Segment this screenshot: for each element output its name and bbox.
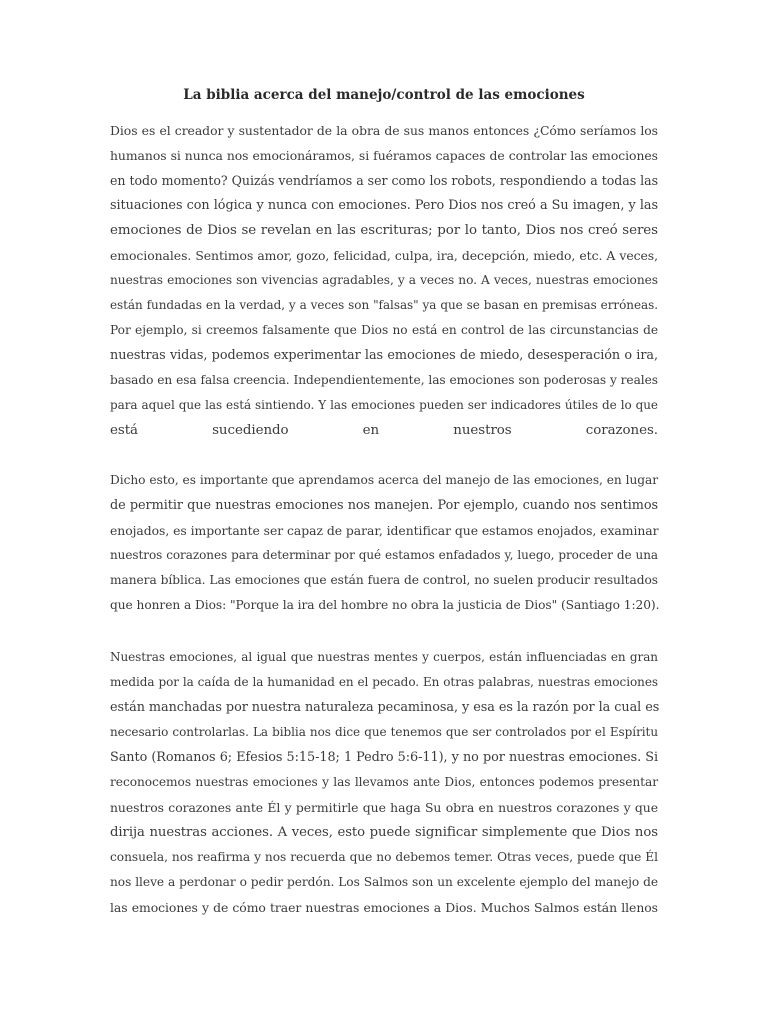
paragraph-line: situaciones con lógica y nunca con emociones. Pero Dios nos creó a Su imagen, y las (110, 198, 658, 213)
paragraph-line: emociones de Dios se revelan en las escrituras; por lo tanto, Dios nos creó seres (110, 223, 658, 238)
paragraph-line: que honren a Dios: "Porque la ira del hombre no obra la justicia de Dios" (Santiago 1:20). (110, 598, 660, 612)
paragraph-line: nuestros corazones ante Él y permitirle que haga Su obra en nuestros corazones y que (110, 800, 658, 815)
paragraph-line: basado en esa falsa creencia. Independientemente, las emociones son poderosas y reales (110, 373, 658, 387)
paragraph-line: nuestras emociones son vivencias agradables, y a veces no. A veces, nuestras emociones (110, 273, 658, 287)
paragraph-line: enojados, es importante ser capaz de parar, identificar que estamos enojados, examinar (110, 523, 659, 538)
document-title: La biblia acerca del manejo/control de las emociones (183, 87, 585, 103)
paragraph-line: Dicho esto, es importante que aprendamos acerca del manejo de las emociones, en lugar (110, 473, 658, 487)
paragraph-line: para aquel que las está sintiendo. Y las emociones pueden ser indicadores útiles de lo que (110, 398, 658, 412)
paragraph-line: nos lleve a perdonar o pedir perdón. Los Salmos son un excelente ejemplo del manejo de (110, 875, 658, 889)
paragraph-line: está sucediendo en nuestros corazones. (110, 423, 658, 438)
paragraph-line: están fundadas en la verdad, y a veces son "falsas" ya que se basan en premisas erróneas. (110, 298, 658, 312)
paragraph-line: Dios es el creador y sustentador de la obra de sus manos entonces ¿Cómo seríamos los (110, 123, 658, 138)
paragraph-line: de permitir que nuestras emociones nos manejen. Por ejemplo, cuando nos sentimos (110, 498, 658, 513)
paragraph-line: nuestras vidas, podemos experimentar las emociones de miedo, desesperación o ira, (110, 348, 658, 363)
paragraph-line: manera bíblica. Las emociones que están fuera de control, no suelen producir resultados (110, 573, 658, 587)
paragraph-line: las emociones y de cómo traer nuestras emociones a Dios. Muchos Salmos están llenos (110, 900, 658, 915)
paragraph-line: reconocemos nuestras emociones y las llevamos ante Dios, entonces podemos presentar (110, 775, 658, 789)
paragraph-line: necesario controlarlas. La biblia nos dice que tenemos que ser controlados por el Espíritu (110, 725, 658, 739)
paragraph-line: Nuestras emociones, al igual que nuestras mentes y cuerpos, están influenciadas en gran (110, 650, 658, 664)
paragraph-line: humanos si nunca nos emocionáramos, si fuéramos capaces de controlar las emociones (110, 148, 658, 163)
paragraph-line: medida por la caída de la humanidad en el pecado. En otras palabras, nuestras emociones (110, 675, 658, 689)
paragraph-line: emocionales. Sentimos amor, gozo, felicidad, culpa, ira, decepción, miedo, etc. A veces, (110, 248, 658, 263)
paragraph-line: en todo momento? Quizás vendríamos a ser como los robots, respondiendo a todas las (110, 173, 658, 188)
paragraph-line: están manchadas por nuestra naturaleza pecaminosa, y esa es la razón por la cual es (110, 700, 660, 715)
paragraph-line: consuela, nos reafirma y nos recuerda que no debemos temer. Otras veces, puede que Él (110, 850, 658, 864)
paragraph-line: Santo (Romanos 6; Efesios 5:15-18; 1 Pedro 5:6-11), y no por nuestras emociones. Si (110, 750, 658, 765)
paragraph-line: dirija nuestras acciones. A veces, esto puede significar simplemente que Dios nos (110, 825, 658, 840)
paragraph-line: Por ejemplo, si creemos falsamente que Dios no está en control de las circunstancias de (110, 323, 658, 337)
paragraph-line: nuestros corazones para determinar por qué estamos enfadados y, luego, proceder de una (110, 548, 658, 562)
